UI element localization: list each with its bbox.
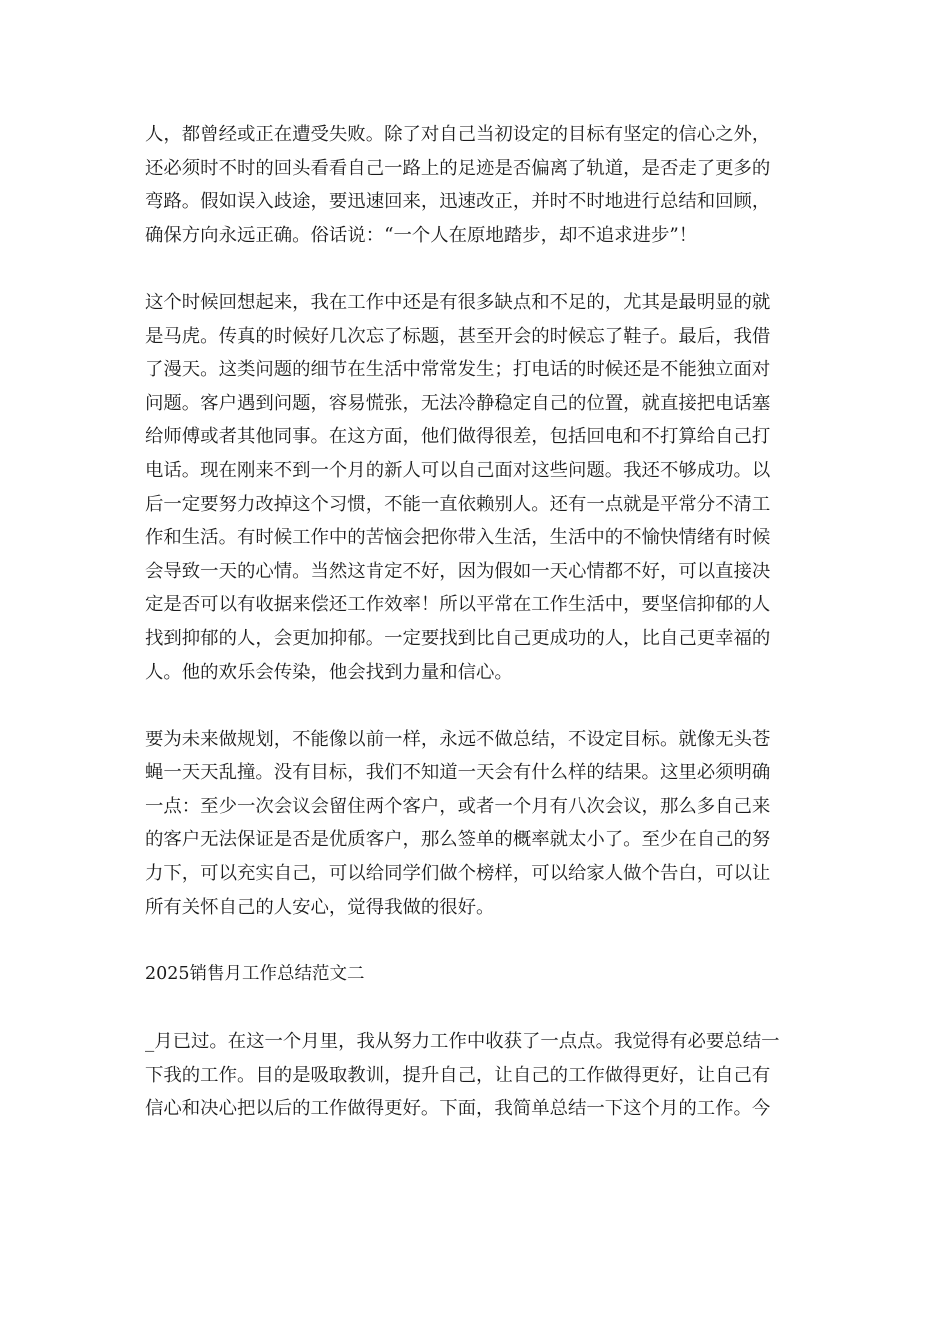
text-line: 了漫天。这类问题的细节在生活中常常发生；打电话的时候还是不能独立面对 <box>145 359 771 381</box>
text-line: 人，都曾经或正在遭受失败。除了对自己当初设定的目标有坚定的信心之外， <box>145 124 771 145</box>
paragraph-2 <box>145 286 815 689</box>
text-line: 还必须时不时的回头看看自己一路上的足迹是否偏离了轨道，是否走了更多的 <box>145 157 771 179</box>
text-line: _月已过。在这一个月里，我从努力工作中收获了一点点。我觉得有必要总结一 <box>145 1031 780 1053</box>
text-line: 人。他的欢乐会传染，他会找到力量和信心。 <box>145 661 513 683</box>
text-line: 电话。现在刚来不到一个月的新人可以自己面对这些问题。我还不够成功。以 <box>145 459 771 481</box>
text-line: 信心和决心把以后的工作做得更好。下面，我简单总结一下这个月的工作。今 <box>145 1098 771 1120</box>
text-line: 定是否可以有收据来偿还工作效率！所以平常在工作生活中，要坚信抑郁的人 <box>145 594 771 616</box>
text-line: 找到抑郁的人，会更加抑郁。一定要找到比自己更成功的人，比自己更幸福的 <box>145 627 771 649</box>
section-heading <box>145 958 815 992</box>
text-line: 这个时候回想起来，我在工作中还是有很多缺点和不足的，尤其是最明显的就 <box>145 291 771 313</box>
text-line: 给师傅或者其他同事。在这方面，他们做得很差，包括回电和不打算给自己打 <box>145 426 771 448</box>
text-line: 蝇一天天乱撞。没有目标，我们不知道一天会有什么样的结果。这里必须明确 <box>145 762 771 784</box>
text-line: 作和生活。有时候工作中的苦恼会把你带入生活，生活中的不愉快情绪有时候 <box>145 527 771 549</box>
text-line: 的客户无法保证是否是优质客户，那么签单的概率就太小了。至少在自己的努 <box>145 829 771 851</box>
text-line: 会导致一天的心情。当然这肯定不好，因为假如一天心情都不好，可以直接决 <box>145 560 771 582</box>
document-body <box>145 118 815 1159</box>
paragraph-4 <box>145 1025 815 1126</box>
text-line: 弯路。假如误入歧途，要迅速回来，迅速改正，并时不时地进行总结和回顾， <box>145 191 771 213</box>
text-line: 要为未来做规划，不能像以前一样，永远不做总结，不设定目标。就像无头苍 <box>145 728 771 750</box>
text-line: 力下，可以充实自己，可以给同学们做个榜样，可以给家人做个告白，可以让 <box>145 863 771 885</box>
text-line: 所有关怀自己的人安心，觉得我做的很好。 <box>145 896 495 918</box>
text-line: 问题。客户遇到问题，容易慌张，无法冷静稳定自己的位置，就直接把电话塞 <box>145 392 771 414</box>
paragraph-1 <box>145 118 815 252</box>
paragraph-3 <box>145 723 815 925</box>
text-line: 确保方向永远正确。俗话说：“一个人在原地踏步，却不追求进步”！ <box>145 224 698 246</box>
text-line: 后一定要努力改掉这个习惯，不能一直依赖别人。还有一点就是平常分不清工 <box>145 493 771 515</box>
heading-text: 2025销售月工作总结范文二 <box>145 963 365 984</box>
text-line: 一点：至少一次会议会留住两个客户，或者一个月有八次会议，那么多自己来 <box>145 795 771 817</box>
text-line: 下我的工作。目的是吸取教训，提升自己，让自己的工作做得更好，让自己有 <box>145 1064 771 1086</box>
text-line: 是马虎。传真的时候好几次忘了标题，甚至开会的时候忘了鞋子。最后，我借 <box>145 325 771 347</box>
